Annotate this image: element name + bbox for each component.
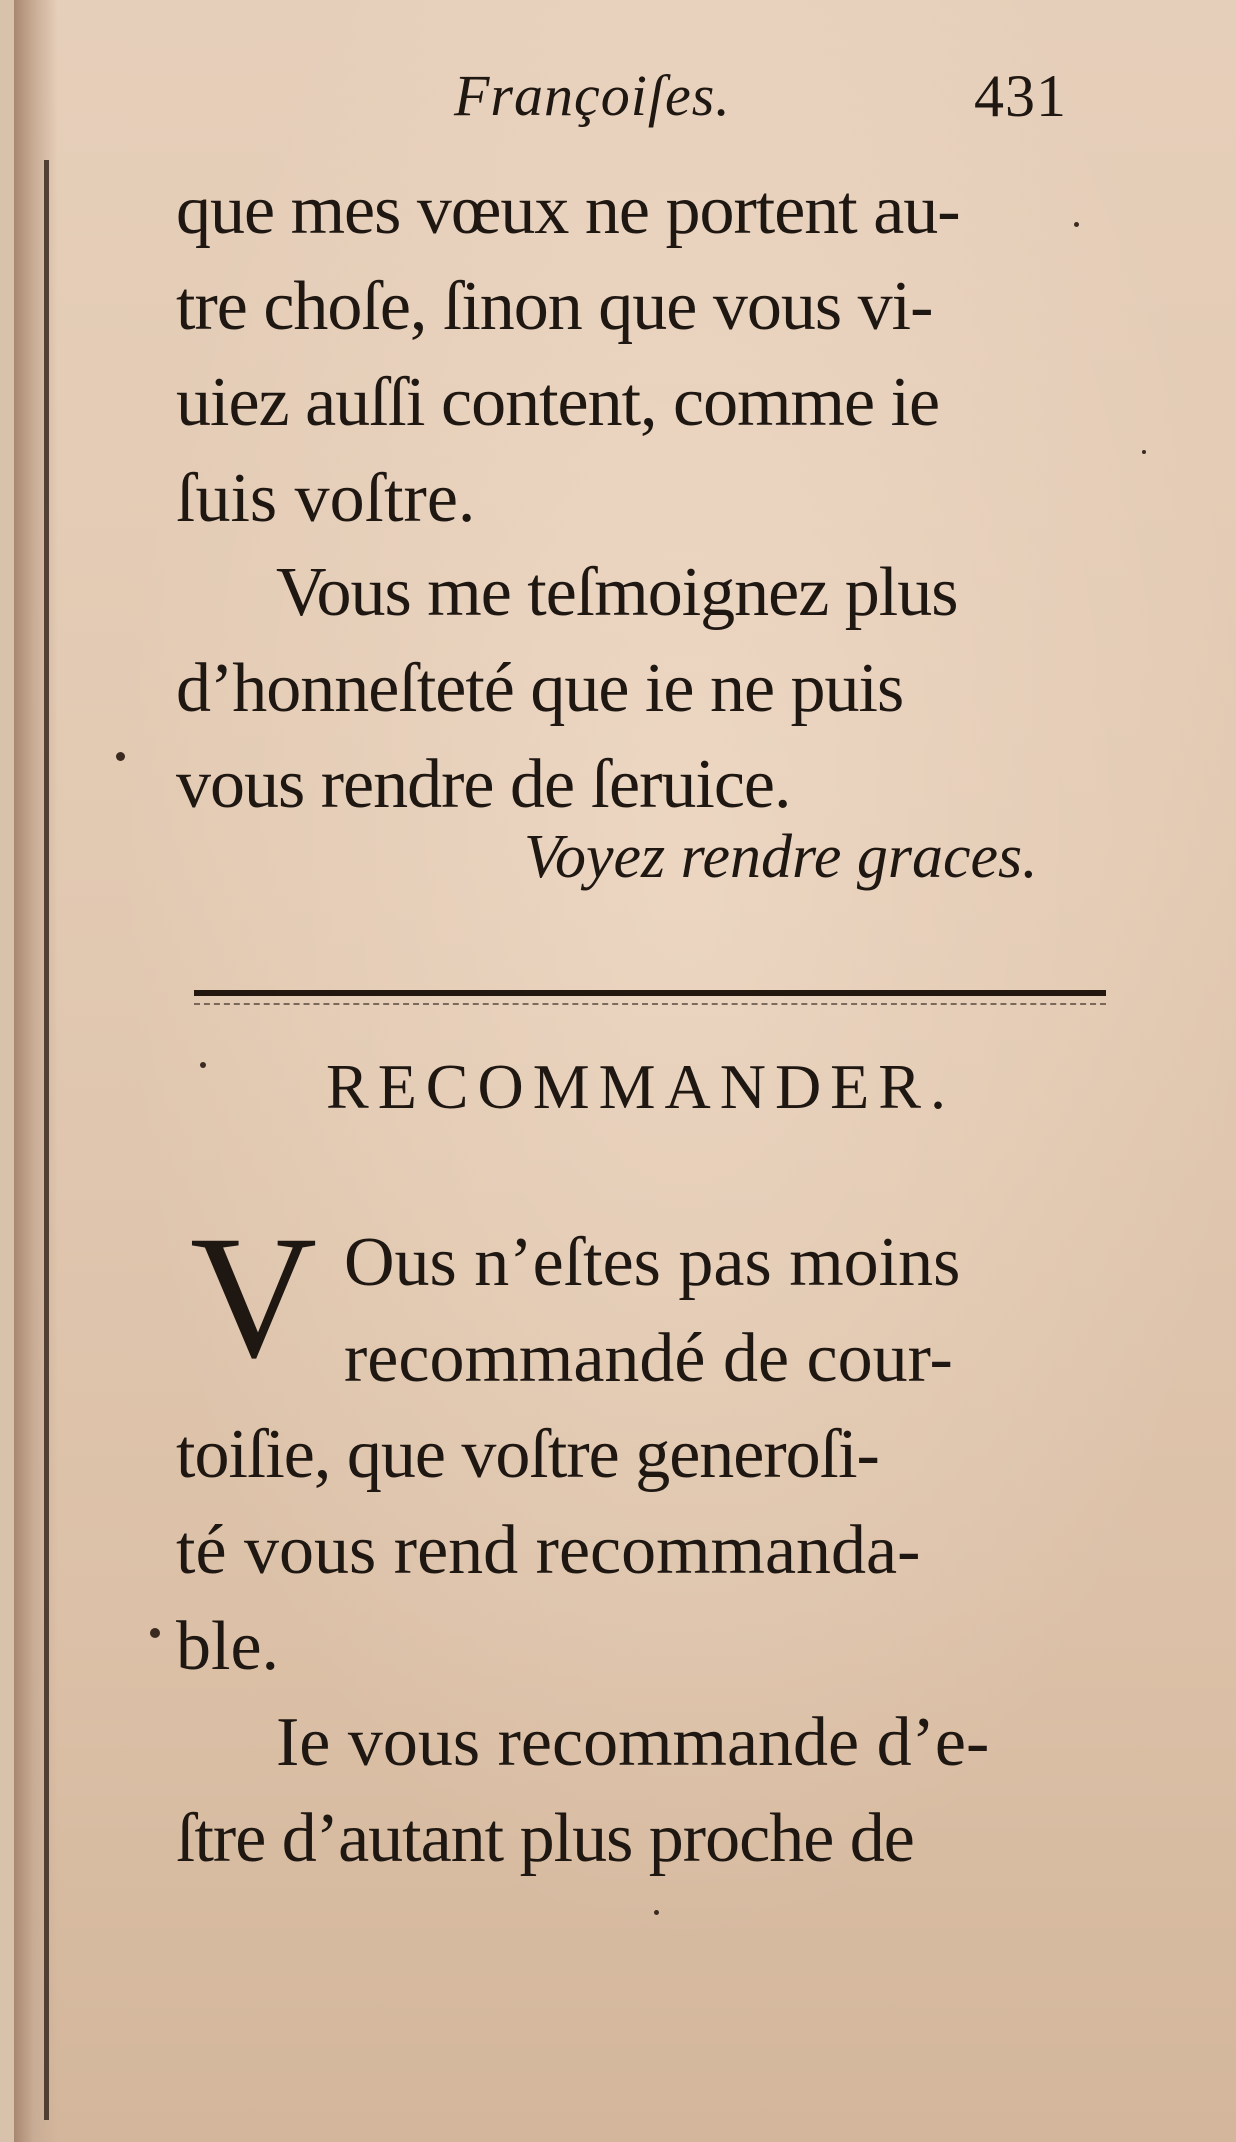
text-line: Vous me teſmoignez plus	[276, 554, 958, 631]
text-line: toiſie, que voſtre generoſi-	[176, 1416, 879, 1493]
section-heading: RECOMMANDER.	[326, 1051, 955, 1122]
text-line: recommandé de cour-	[344, 1320, 953, 1397]
drop-cap: V	[190, 1200, 318, 1395]
text-line: que mes vœux ne portent au-	[176, 172, 960, 249]
book-page	[14, 0, 1236, 2142]
cross-reference: Voyez rendre graces.	[524, 823, 1038, 891]
text-line: Ous n’eſtes pas moins	[344, 1224, 961, 1301]
text-line: tre choſe, ſinon que vous vi-	[176, 268, 933, 345]
text-line: vous rendre de ſeruice.	[176, 746, 791, 823]
text-line: d’honneſteté que ie ne puis	[176, 650, 904, 727]
text-line: ſuis voſtre.	[176, 460, 476, 537]
text-line: ble.	[176, 1608, 280, 1685]
section-divider-shadow	[194, 1003, 1106, 1005]
page-number: 431	[974, 63, 1067, 129]
section-divider	[194, 990, 1106, 996]
text-line: ſtre d’autant plus proche de	[176, 1800, 914, 1877]
text-line: té vous rend recommanda-	[176, 1512, 921, 1589]
text-line: uiez auſſi content, comme ie	[176, 364, 940, 441]
running-header-title: Françoiſes.	[454, 63, 731, 128]
page-spine-shadow	[14, 0, 58, 2142]
page-gutter-line	[44, 160, 49, 2120]
text-line: Ie vous recommande d’e-	[276, 1704, 990, 1781]
